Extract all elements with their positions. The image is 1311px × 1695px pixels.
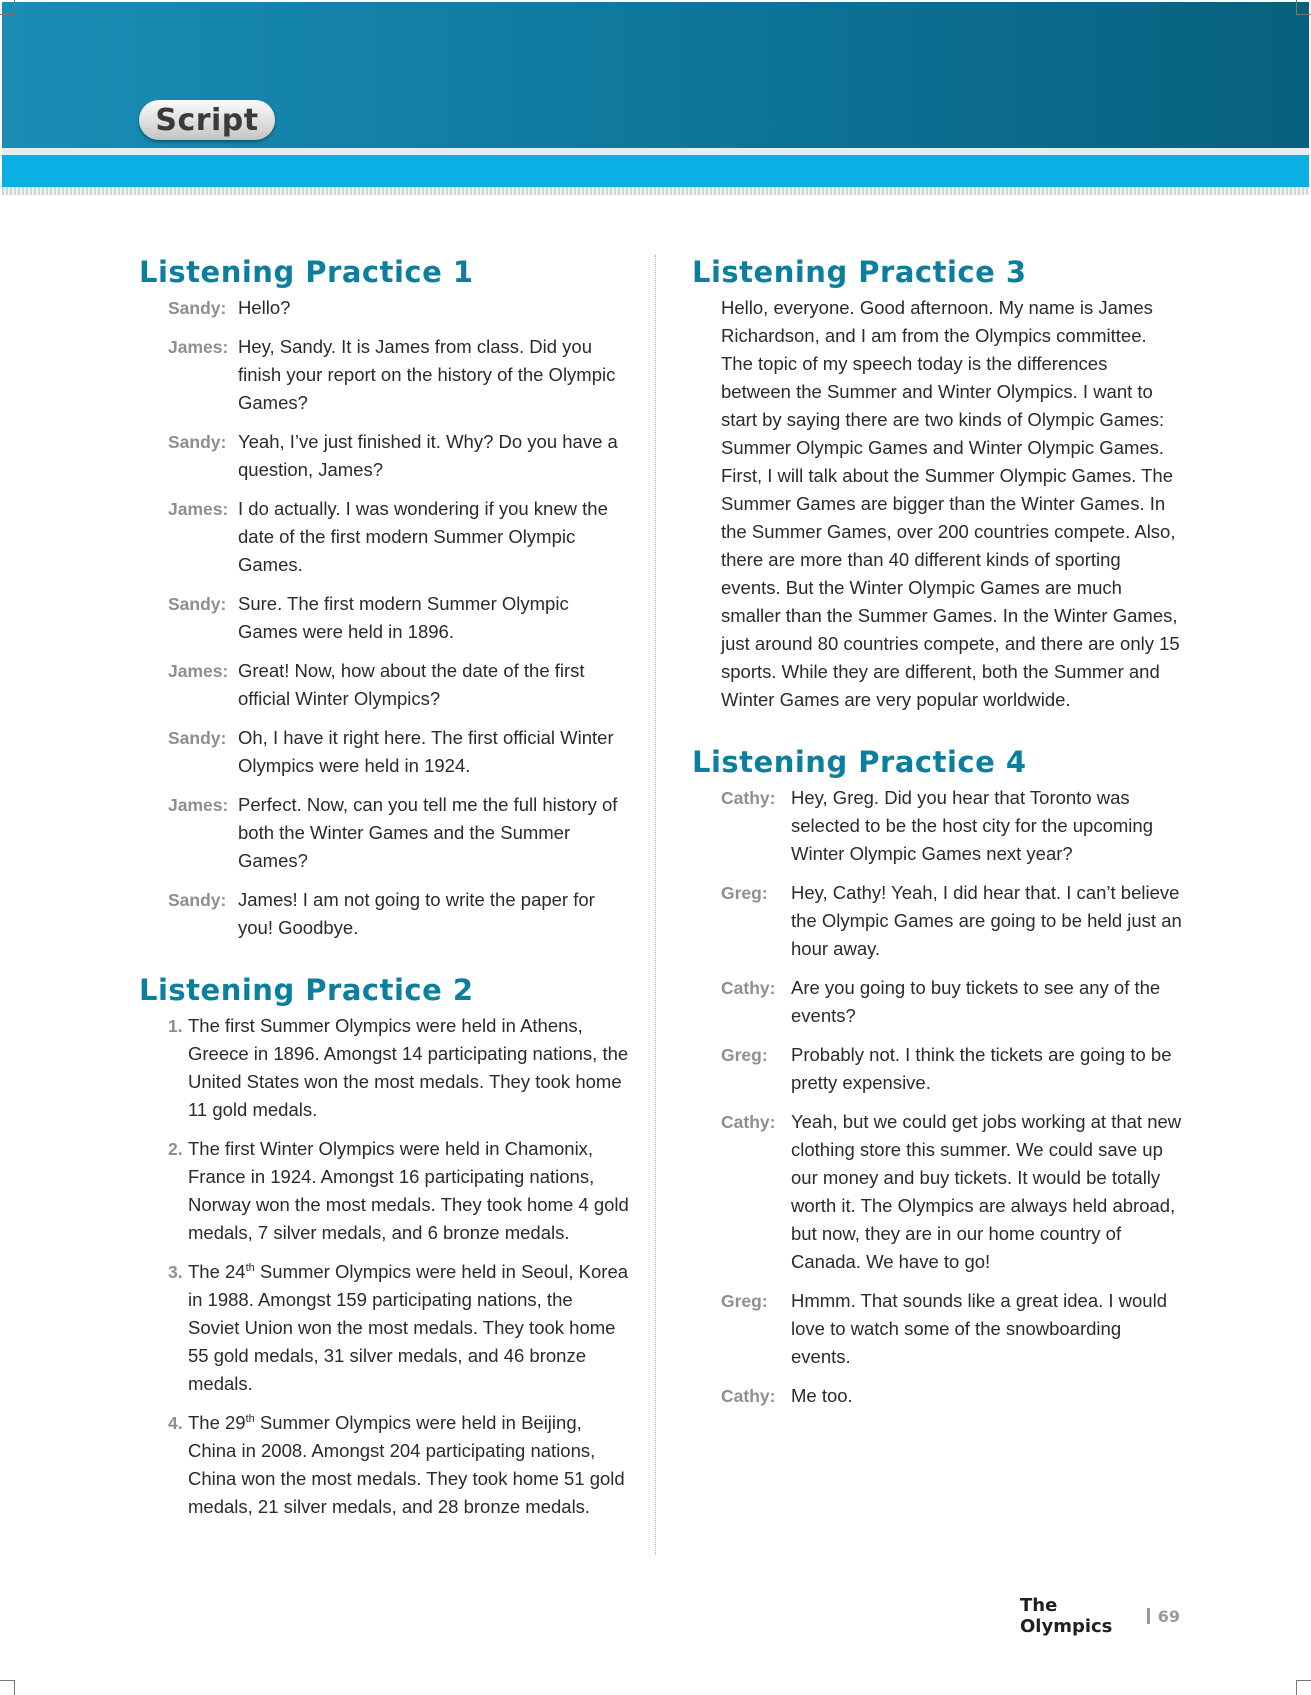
speaker-label: Cathy: — [721, 1386, 776, 1406]
dialogue-line — [168, 657, 629, 713]
item-number: 4. — [168, 1413, 183, 1433]
header-texture — [2, 187, 1309, 195]
dialogue — [721, 784, 1182, 1410]
section-heading: Listening Practice 3 — [692, 255, 1027, 289]
ordinal-suffix: th — [245, 1412, 255, 1425]
item-number: 1. — [168, 1016, 183, 1036]
crop-mark — [1296, 1680, 1311, 1695]
crop-mark — [1296, 0, 1311, 15]
book-title: The Olympics — [1020, 1595, 1113, 1637]
dialogue-line — [721, 1041, 1182, 1097]
dialogue-text: I do actually. I was wondering if you knew the date of the first modern Summer Olympic Games. — [238, 498, 608, 575]
speaker-label: Cathy: — [721, 788, 776, 808]
item-text — [188, 1409, 629, 1521]
dialogue-text: Probably not. I think the tickets are going to be pretty expensive. — [791, 1044, 1172, 1093]
dialogue-line — [721, 974, 1182, 1030]
speaker-label: Sandy: — [168, 728, 227, 748]
speaker-label: Sandy: — [168, 890, 227, 910]
speaker-label: James: — [168, 795, 229, 815]
speaker-label: Greg: — [721, 1291, 768, 1311]
footer-separator — [1147, 1608, 1150, 1624]
dialogue-line — [721, 784, 1182, 868]
right-column — [692, 252, 1182, 1421]
dialogue-text: Hey, Sandy. It is James from class. Did you finish your report on the history of the Olympic Games? — [238, 336, 616, 413]
dialogue-text: Hello? — [238, 297, 291, 318]
script-badge: Script — [139, 100, 275, 140]
item-text-part: Summer Olympics were held in Beijing, China in 2008. Amongst 204 participating nations, China won the most medals. They took home 51 gold medals, 21 silver medals, and 28 bronze medals. — [188, 1412, 625, 1517]
item-text-part: Summer Olympics were held in Seoul, Korea in 1988. Amongst 159 participating nations, the Soviet Union won the most medals. They took home 55 gold medals, 31 silver medals, and 46 bronze medals. — [188, 1261, 629, 1394]
section-heading: Listening Practice 1 — [139, 255, 474, 289]
item-text — [188, 1012, 629, 1124]
page-footer — [1020, 1595, 1180, 1637]
list-item — [168, 1409, 629, 1521]
dialogue-line — [721, 879, 1182, 963]
speaker-label: James: — [168, 661, 229, 681]
dialogue-text: Me too. — [791, 1385, 853, 1406]
page-number: 69 — [1157, 1606, 1180, 1626]
list-item — [168, 1012, 629, 1124]
dialogue-line — [168, 590, 629, 646]
dialogue-text: Perfect. Now, can you tell me the full history of both the Winter Games and the Summer Games? — [238, 794, 618, 871]
header-divider — [2, 148, 1309, 155]
dialogue-line — [168, 495, 629, 579]
item-text-part: The 24 — [188, 1261, 246, 1282]
dialogue-line — [721, 1382, 1182, 1410]
dialogue — [168, 294, 629, 942]
ordinal-suffix: th — [245, 1261, 255, 1274]
speaker-label: Sandy: — [168, 594, 227, 614]
item-text — [188, 1258, 629, 1398]
speaker-label: Greg: — [721, 1045, 768, 1065]
dialogue-text: Hey, Cathy! Yeah, I did hear that. I can’t believe the Olympic Games are going to be held just an hour away. — [791, 882, 1182, 959]
dialogue-line — [168, 294, 629, 322]
item-text — [188, 1135, 629, 1247]
dialogue-line — [721, 1108, 1182, 1276]
dialogue-text: Sure. The first modern Summer Olympic Games were held in 1896. — [238, 593, 569, 642]
column-divider — [655, 255, 656, 1555]
dialogue-line — [168, 886, 629, 942]
crop-mark — [0, 0, 15, 15]
dialogue-text: Are you going to buy tickets to see any of the events? — [791, 977, 1161, 1026]
dialogue-text: Yeah, but we could get jobs working at that new clothing store this summer. We could save up our money and buy tickets. It would be totally worth it. The Olympics are always held abroad, but now, they are in our home country of Canada. We have to go! — [791, 1111, 1182, 1272]
speaker-label: Sandy: — [168, 432, 227, 452]
dialogue-line — [168, 791, 629, 875]
dialogue-text: Yeah, I’ve just finished it. Why? Do you have a question, James? — [238, 431, 618, 480]
item-number: 2. — [168, 1139, 183, 1159]
crop-mark — [0, 1680, 15, 1695]
dialogue-text: Hmmm. That sounds like a great idea. I would love to watch some of the snowboarding events. — [791, 1290, 1167, 1367]
speaker-label: Cathy: — [721, 1112, 776, 1132]
dialogue-line — [168, 724, 629, 780]
section-heading: Listening Practice 2 — [139, 973, 474, 1007]
dialogue-text: James! I am not going to write the paper for you! Goodbye. — [238, 889, 595, 938]
speech-paragraph: Hello, everyone. Good afternoon. My name is James Richardson, and I am from the Olympics committee. The topic of my speech today is the differences between the Summer and Winter Olympics. I want to start by saying there are two kinds of Olympic Games: Summer Olympic Games and Winter Olympic Games. First, I will talk about the Summer Olympic Games. The Summer Games are bigger than the Winter Games. In the Summer Games, over 200 countries compete. Also, there are more than 40 different kinds of sporting events. But the Winter Olympic Games are much smaller than the Summer Games. In the Winter Games, just around 80 countries compete, and there are only 15 sports. While they are different, both the Summer and Winter Games are very popular worldwide. — [721, 297, 1180, 710]
list-item — [168, 1135, 629, 1247]
speaker-label: Cathy: — [721, 978, 776, 998]
dialogue-line — [168, 333, 629, 417]
item-number: 3. — [168, 1262, 183, 1282]
dialogue-line — [721, 1287, 1182, 1371]
speaker-label: Sandy: — [168, 298, 227, 318]
dialogue-text: Great! Now, how about the date of the first official Winter Olympics? — [238, 660, 585, 709]
dialogue-line — [168, 428, 629, 484]
numbered-list — [139, 1012, 629, 1521]
speaker-label: Greg: — [721, 883, 768, 903]
speaker-label: James: — [168, 499, 229, 519]
header-stripe — [2, 155, 1309, 187]
dialogue-text: Hey, Greg. Did you hear that Toronto was selected to be the host city for the upcoming Winter Olympic Games next year? — [791, 787, 1153, 864]
item-text-part: The first Winter Olympics were held in Chamonix, France in 1924. Amongst 16 participating nations, Norway won the most medals. They took home 4 gold medals, 7 silver medals, and 6 bronze medals. — [188, 1138, 629, 1243]
item-text-part: The first Summer Olympics were held in Athens, Greece in 1896. Amongst 14 participating nations, the United States won the most medals. They took home 11 gold medals. — [188, 1015, 629, 1120]
dialogue-text: Oh, I have it right here. The first official Winter Olympics were held in 1924. — [238, 727, 614, 776]
section-heading: Listening Practice 4 — [692, 745, 1027, 779]
item-text-part: The 29 — [188, 1412, 246, 1433]
speaker-label: James: — [168, 337, 229, 357]
list-item — [168, 1258, 629, 1398]
left-column — [139, 252, 629, 1532]
